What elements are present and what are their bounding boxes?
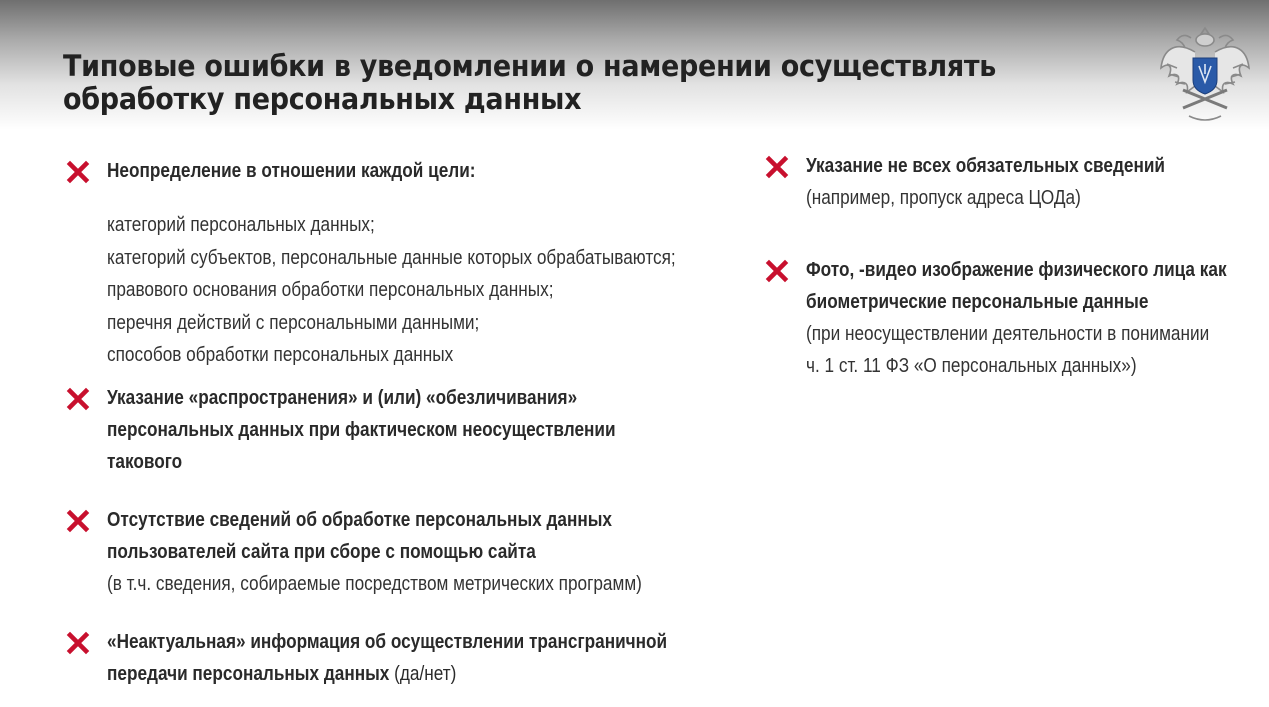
coat-of-arms-emblem-icon (1155, 20, 1255, 125)
sub-list (107, 209, 736, 372)
error-item-1 (66, 155, 736, 372)
error-heading-line (107, 658, 648, 690)
error-item-5 (765, 150, 1255, 214)
error-heading-line: такового (107, 450, 183, 473)
error-heading-line: пользователей сайта при сборе с помощью сайта (107, 540, 536, 563)
error-item-6 (765, 254, 1255, 382)
error-note-line: (при неосуществлении деятельности в понимании (806, 323, 1210, 345)
cross-icon (66, 387, 90, 411)
error-note: (например, пропуск адреса ЦОДа) (806, 187, 1081, 209)
cross-icon (765, 259, 789, 283)
cross-icon (66, 160, 90, 184)
error-heading-text: передачи персональных данных (107, 662, 390, 685)
cross-icon (66, 631, 90, 655)
title-line-1: Типовые ошибки в уведомлении о намерении осуществлять (63, 49, 997, 83)
error-note: (в т.ч. сведения, собираемые посредством метрических программ) (107, 572, 642, 595)
sub-list-item: категорий персональных данных; (107, 214, 375, 236)
error-heading: Указание не всех обязательных сведений (806, 155, 1165, 177)
error-note-line: ч. 1 ст. 11 ФЗ «О персональных данных») (806, 355, 1137, 377)
right-column (765, 150, 1255, 382)
error-heading-line: Фото, -видео изображение физического лица как (806, 259, 1227, 281)
slide-title (63, 50, 1049, 116)
sub-list-item: правового основания обработки персональных данных; (107, 279, 554, 301)
error-heading-line: Отсутствие сведений об обработке персональных данных (107, 508, 612, 531)
error-inline-note: (да/нет) (394, 662, 457, 685)
error-heading-line: персональных данных при фактическом неосуществлении (107, 418, 616, 441)
title-line-2: обработку персональных данных (63, 82, 582, 116)
sub-list-item: перечня действий с персональными данными; (107, 311, 480, 334)
sub-list-item: способов обработки персональных данных (107, 344, 454, 366)
cross-icon (66, 509, 90, 533)
error-heading-line: Указание «распространения» и (или) «обезличивания» (107, 386, 578, 409)
error-item-2 (66, 382, 736, 478)
cross-icon (765, 155, 789, 179)
error-item-4 (66, 626, 736, 690)
sub-list-item: категорий субъектов, персональные данные которых обрабатываются; (107, 246, 676, 269)
error-item-3 (66, 504, 736, 600)
error-heading-line: биометрические персональные данные (806, 291, 1149, 313)
error-heading-line: «Неактуальная» информация об осуществлении трансграничной (107, 630, 668, 653)
left-column (66, 155, 736, 690)
error-heading: Неопределение в отношении каждой цели: (107, 160, 476, 182)
